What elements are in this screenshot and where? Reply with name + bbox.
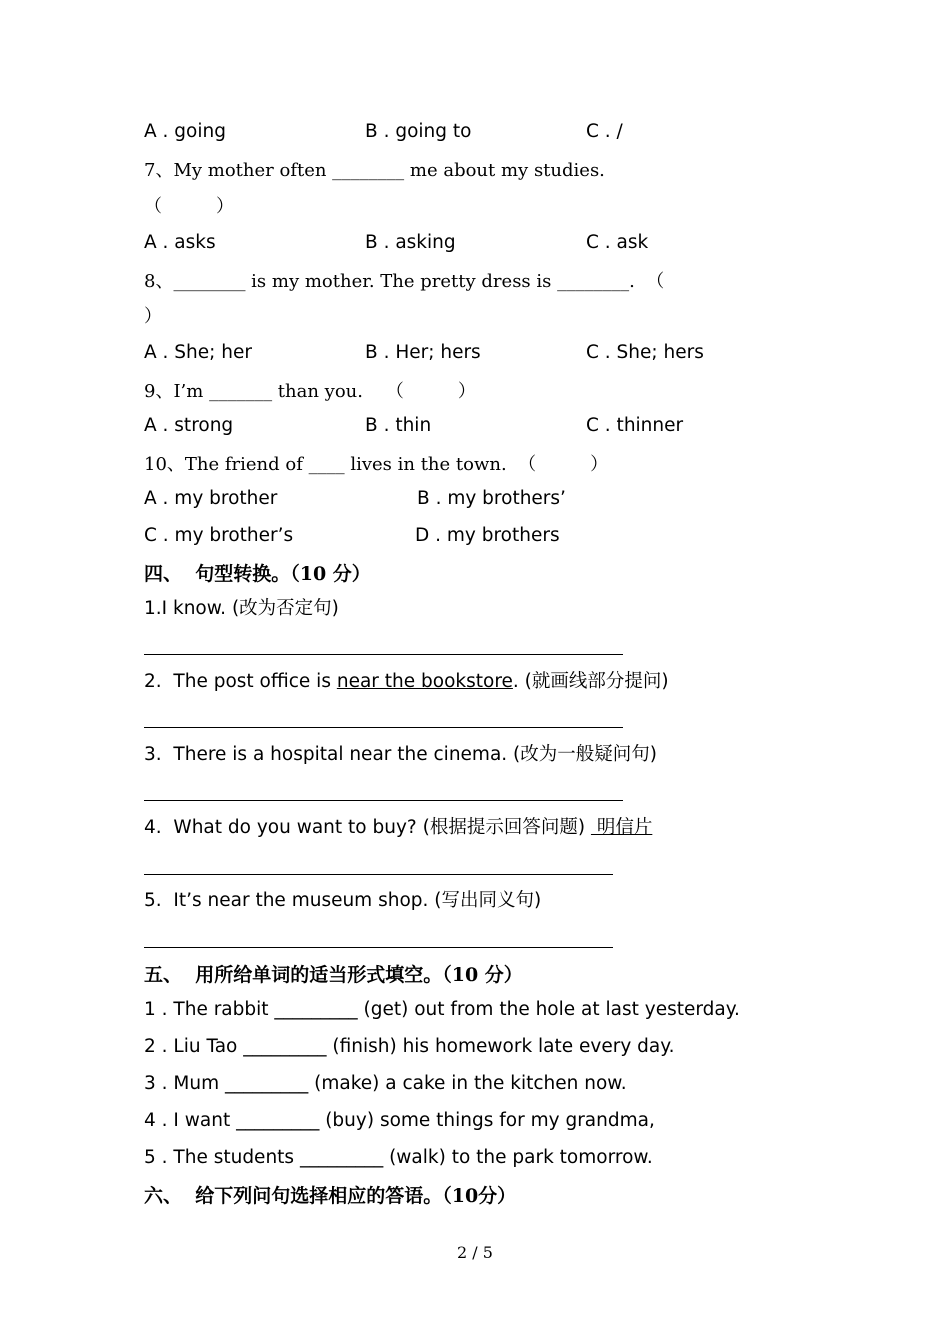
q6-option-a: A . going bbox=[144, 121, 226, 142]
s4-item-1: 1.I know. (改为否定句) bbox=[144, 598, 339, 619]
section6-title: 六、 给下列问句选择相应的答语。（10分） bbox=[144, 1185, 517, 1207]
s4-answer-line-2 bbox=[144, 727, 623, 728]
q7-answer-paren: （ ） bbox=[144, 196, 234, 217]
page-number: 2 / 5 bbox=[457, 1243, 493, 1262]
s4-answer-line-5 bbox=[144, 947, 613, 948]
q10-stem: 10、The friend of ____ lives in the town. （ ） bbox=[144, 454, 609, 475]
q9-option-b: B . thin bbox=[365, 415, 432, 436]
s4-item-5: 5. It’s near the museum shop. (写出同义句) bbox=[144, 890, 542, 911]
s5-item-4: 4 . I want _________ (buy) some things for my grandma, bbox=[144, 1110, 655, 1131]
q10-option-b: B . my brothers’ bbox=[417, 488, 566, 509]
s4-item-2-pre: 2. The post office is bbox=[144, 671, 337, 692]
q6-option-b: B . going to bbox=[365, 121, 472, 142]
q10-option-d: D . my brothers bbox=[415, 525, 560, 546]
q9-option-a: A . strong bbox=[144, 415, 234, 436]
s4-answer-line-1 bbox=[144, 654, 623, 655]
s4-item-3: 3. There is a hospital near the cinema. (改为一般疑问句) bbox=[144, 744, 657, 765]
s5-item-3: 3 . Mum _________ (make) a cake in the kitchen now. bbox=[144, 1073, 627, 1094]
s5-item-5: 5 . The students _________ (walk) to the park tomorrow. bbox=[144, 1147, 653, 1168]
s4-item-2-post: . (就画线部分提问) bbox=[512, 671, 669, 692]
q8-stem: 8、________ is my mother. The pretty dress is ________. （ bbox=[144, 271, 665, 292]
q8-paren-close: ） bbox=[144, 306, 162, 327]
q7-option-a: A . asks bbox=[144, 232, 216, 253]
s4-item-4 bbox=[144, 816, 652, 840]
q8-option-b: B . Her; hers bbox=[365, 342, 481, 363]
s4-item-2 bbox=[144, 670, 669, 694]
q6-option-c: C . / bbox=[586, 121, 623, 142]
q8-option-c: C . She; hers bbox=[586, 342, 704, 363]
s4-answer-line-3 bbox=[144, 800, 623, 801]
section5-title: 五、 用所给单词的适当形式填空。（10 分） bbox=[144, 964, 523, 986]
q10-option-a: A . my brother bbox=[144, 488, 278, 509]
q9-option-c: C . thinner bbox=[586, 415, 684, 436]
q10-option-c: C . my brother’s bbox=[144, 525, 294, 546]
section4-title: 四、 句型转换。（10 分） bbox=[144, 563, 371, 585]
s4-item-2-underlined: near the bookstore bbox=[336, 671, 513, 692]
s4-item-4-pre: 4. What do you want to buy? (根据提示回答问题) bbox=[144, 817, 591, 838]
q7-stem: 7、My mother often ________ me about my studies. bbox=[144, 160, 605, 181]
q8-option-a: A . She; her bbox=[144, 342, 252, 363]
s5-item-1: 1 . The rabbit _________ (get) out from the hole at last yesterday. bbox=[144, 999, 740, 1020]
q7-option-c: C . ask bbox=[586, 232, 649, 253]
q7-option-b: B . asking bbox=[365, 232, 456, 253]
s4-item-4-hint: 明信片 bbox=[590, 817, 653, 838]
s5-item-2: 2 . Liu Tao _________ (finish) his homework late every day. bbox=[144, 1036, 675, 1057]
q9-stem: 9、I’m _______ than you. （ ） bbox=[144, 381, 476, 402]
s4-answer-line-4 bbox=[144, 874, 613, 875]
